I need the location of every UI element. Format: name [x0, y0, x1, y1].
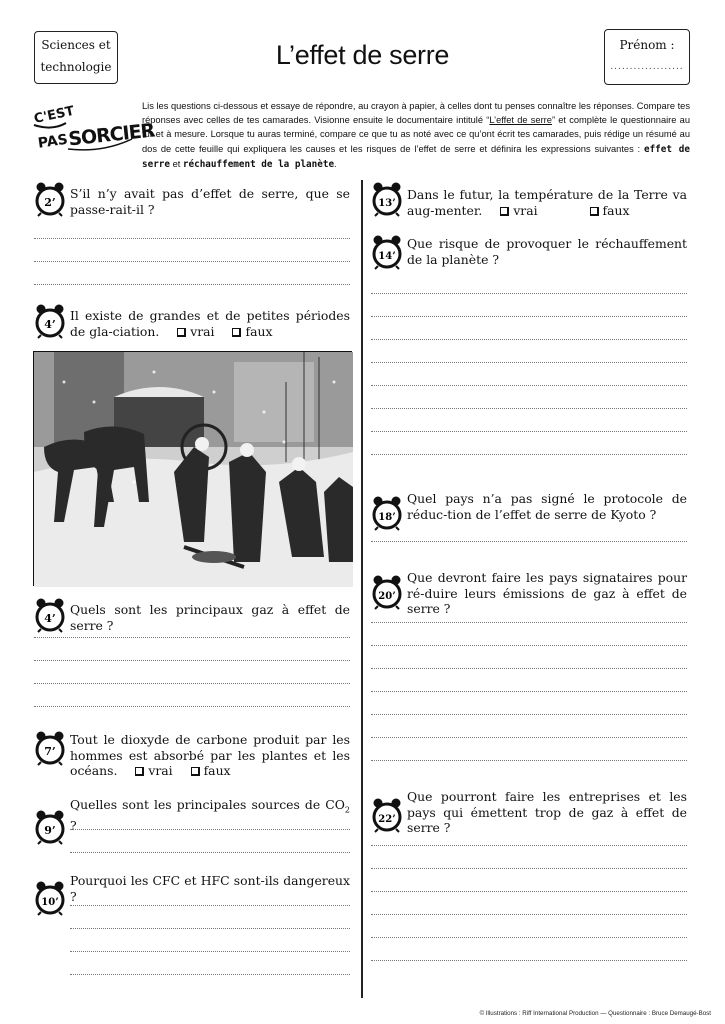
question-text: Tout le dioxyde de carbone produit par les hommes est absorbé par les plantes et les océans.: [70, 732, 350, 778]
svg-text:9’: 9’: [44, 824, 56, 837]
question-6: [34, 870, 350, 980]
credit-line: © Illustrations : Riff International Production — Questionnaire : Bruce Demaugé-Bost: [479, 1010, 711, 1017]
checkbox-vrai[interactable]: vrai: [500, 203, 537, 219]
question-text: Quels sont les principaux gaz à effet de serre ?: [70, 602, 350, 633]
question-7: [371, 181, 687, 221]
question-text: S’il n’y avait pas d’effet de serre, que se passe-rait-il ?: [70, 186, 350, 217]
instructions: Lis les questions ci-dessous et essaye de répondre, au crayon à papier, à celles dont tu penses connaître les réponses. Compare tes réponses avec celles de tes camarades. Visionne ensuite le documentaire intitulé “L’effet de serre” et complète le questionnaire au fur et à mesure. Lorsque tu auras terminé, compare ce que tu as noté avec ce qu’ont écrit tes camarades, puis rédige un résumé au dos de cette feuille qui expliquera les causes et les risques de l’effet de serre et définira les expressions suivantes : effet de serre et réchauffement de la planète.: [142, 101, 690, 170]
svg-text:4’: 4’: [44, 612, 56, 625]
question-3: [34, 597, 350, 707]
checkbox-faux[interactable]: faux: [191, 763, 231, 779]
question-5: 9’ Quelles sont les principales sources de $CO_2$ ?: [34, 795, 350, 855]
answer-lines[interactable]: [371, 823, 687, 961]
answer-lines[interactable]: [34, 216, 350, 285]
alarm-clock-icon: [371, 181, 403, 217]
keyword-effet-de-serre: effet de serre: [142, 143, 690, 170]
checkbox-faux[interactable]: faux: [590, 203, 630, 219]
page-title: L’effet de serre: [275, 40, 450, 70]
alarm-clock-icon: [34, 809, 66, 845]
question-text: Il existe de grandes et de petites périodes de gla-ciation.: [70, 308, 350, 339]
documentary-title: L’effet de serre: [489, 115, 552, 126]
column-divider: [361, 180, 363, 998]
time-label: 2’: [44, 196, 56, 209]
name-box: [604, 29, 690, 85]
question-text: Quelles sont les principales sources de CO: [70, 797, 345, 812]
question-text: Quel pays n’a pas signé le protocole de réduc-tion de l’effet de serre de Kyoto ?: [407, 491, 687, 522]
alarm-clock-icon: [371, 234, 403, 270]
alarm-clock-icon: [34, 303, 66, 339]
question-2: [34, 303, 350, 343]
question-text: Que devront faire les pays signataires pour ré-duire leurs émissions de gaz à effet de serre ?: [407, 570, 687, 616]
svg-text:4’: 4’: [44, 318, 56, 331]
name-field[interactable]: ...................: [610, 62, 684, 72]
answer-lines[interactable]: [371, 600, 687, 761]
logo-line2: PAS: [36, 131, 69, 152]
svg-text:14’: 14’: [378, 251, 396, 262]
svg-text:10’: 10’: [41, 897, 59, 908]
question-1: [34, 181, 350, 291]
svg-text:13’: 13’: [378, 198, 396, 209]
alarm-clock-icon: [34, 880, 66, 916]
question-text: Que risque de provoquer le réchauffement de la planète ?: [407, 236, 687, 267]
cest-pas-sorcier-logo: [32, 103, 156, 157]
illustration-snow-clearing: [33, 351, 352, 586]
answer-lines[interactable]: [371, 271, 687, 455]
keyword-rechauffement: réchauffement de la planète: [182, 158, 335, 170]
question-8: [371, 234, 687, 474]
question-11: [371, 787, 687, 977]
name-label: Prénom :: [619, 38, 675, 52]
answer-lines[interactable]: [371, 519, 687, 542]
subject-line2: technologie: [40, 60, 112, 74]
answer-lines[interactable]: [70, 807, 350, 853]
subject-line1: Sciences et: [41, 38, 111, 52]
checkbox-vrai[interactable]: vrai: [177, 324, 214, 340]
svg-text:20’: 20’: [378, 591, 396, 602]
svg-text:18’: 18’: [378, 512, 396, 523]
answer-lines[interactable]: [34, 615, 350, 707]
question-10: [371, 568, 687, 778]
question-9: [371, 489, 687, 549]
question-text: Dans le futur, la température de la Terre va aug-menter.: [407, 187, 687, 218]
answer-lines[interactable]: [70, 883, 350, 975]
svg-text:22’: 22’: [378, 814, 396, 825]
checkbox-faux[interactable]: faux: [232, 324, 272, 340]
question-text: Pourquoi les CFC et HFC sont-ils dangereux ?: [70, 873, 350, 904]
question-4: [34, 730, 350, 780]
alarm-clock-icon: [34, 730, 66, 766]
logo-line3: SORCIER: [67, 119, 156, 151]
alarm-clock-icon: [34, 181, 66, 217]
checkbox-vrai[interactable]: vrai: [135, 763, 172, 779]
svg-text:7’: 7’: [44, 745, 56, 758]
question-text: Que pourront faire les entreprises et les pays qui émettent trop de gaz à effet de serre ?: [407, 789, 687, 835]
logo-line1: C'EST: [32, 103, 76, 127]
